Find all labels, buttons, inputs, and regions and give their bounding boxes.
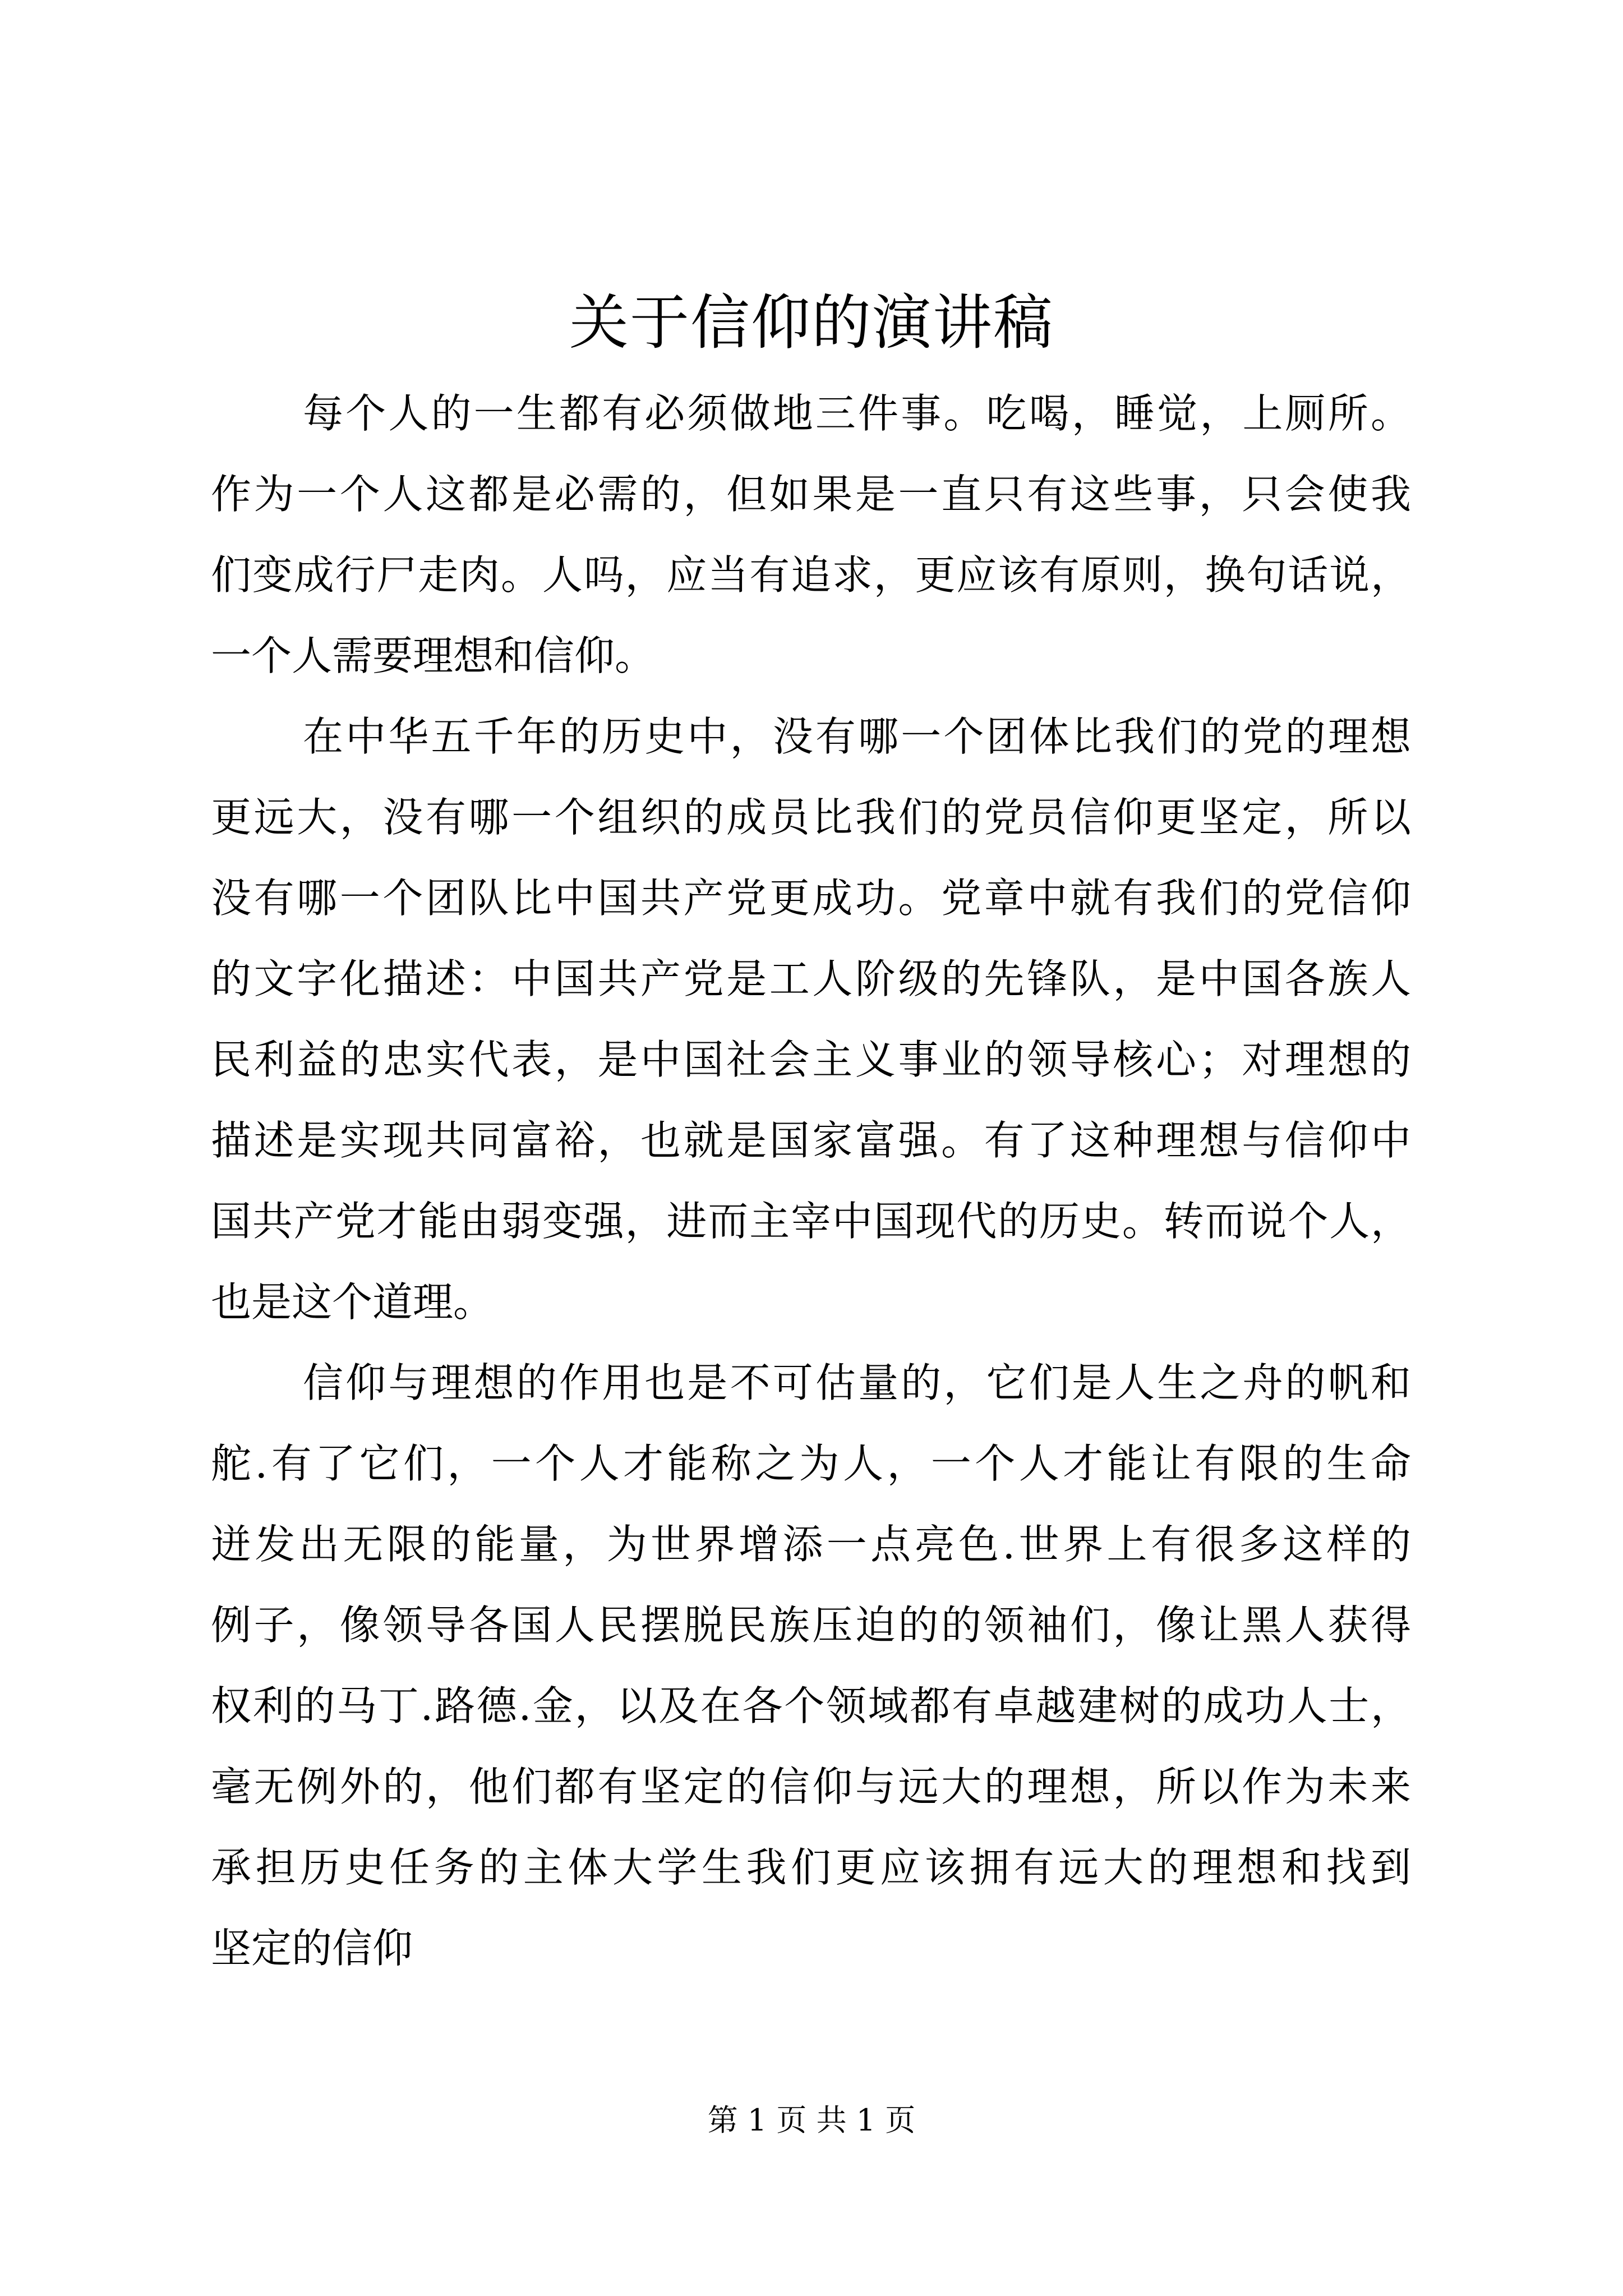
- paragraph-line: 一个人需要理想和信仰。: [211, 632, 656, 679]
- paragraph-line: 承担历史任务的主体大学生我们更应该拥有远大的理想和找到: [211, 1844, 1411, 1891]
- paragraph-line: 作为一个人这都是必需的，但如果是一直只有这些事，只会使我: [211, 471, 1411, 518]
- paragraph-line: 也是这个道理。: [211, 1278, 494, 1326]
- paragraph-line: 毫无例外的，他们都有坚定的信仰与远大的理想，所以作为未来: [211, 1763, 1411, 1810]
- paragraph-line: 舵.有了它们，一个人才能称之为人，一个人才能让有限的生命: [211, 1440, 1411, 1487]
- document-body: [211, 373, 1411, 1989]
- document-title: 关于信仰的演讲稿: [569, 288, 1054, 357]
- paragraph-line: 民利益的忠实代表，是中国社会主义事业的领导核心；对理想的: [211, 1036, 1411, 1083]
- paragraph-line: 信仰与理想的作用也是不可估量的，它们是人生之舟的帆和: [303, 1359, 1411, 1406]
- paragraph-line: 坚定的信仰: [211, 1925, 413, 1972]
- paragraph-line: 在中华五千年的历史中，没有哪一个团体比我们的党的理想: [303, 713, 1411, 760]
- paragraph-line: 每个人的一生都有必须做地三件事。吃喝，睡觉，上厕所。: [303, 390, 1411, 437]
- paragraph-3: [211, 1342, 1411, 1989]
- paragraph-line: 迸发出无限的能量，为世界增添一点亮色.世界上有很多这样的: [211, 1521, 1411, 1568]
- paragraph-line: 的文字化描述：中国共产党是工人阶级的先锋队，是中国各族人: [211, 955, 1411, 1002]
- paragraph-line: 国共产党才能由弱变强，进而主宰中国现代的历史。转而说个人，: [211, 1198, 1411, 1245]
- paragraph-1: [211, 373, 1411, 696]
- paragraph-line: 没有哪一个团队比中国共产党更成功。党章中就有我们的党信仰: [211, 875, 1411, 922]
- paragraph-line: 例子，像领导各国人民摆脱民族压迫的的领袖们，像让黑人获得: [211, 1602, 1411, 1649]
- paragraph-2: [211, 696, 1411, 1342]
- paragraph-line: 更远大，没有哪一个组织的成员比我们的党员信仰更坚定，所以: [211, 794, 1411, 841]
- paragraph-line: 们变成行尸走肉。人吗，应当有追求，更应该有原则，换句话说，: [211, 551, 1411, 599]
- page-number-footer: 第 1 页 共 1 页: [707, 2102, 916, 2138]
- paragraph-line: 权利的马丁.路德.金，以及在各个领域都有卓越建树的成功人士，: [211, 1682, 1411, 1729]
- paragraph-line: 描述是实现共同富裕，也就是国家富强。有了这种理想与信仰中: [211, 1117, 1411, 1164]
